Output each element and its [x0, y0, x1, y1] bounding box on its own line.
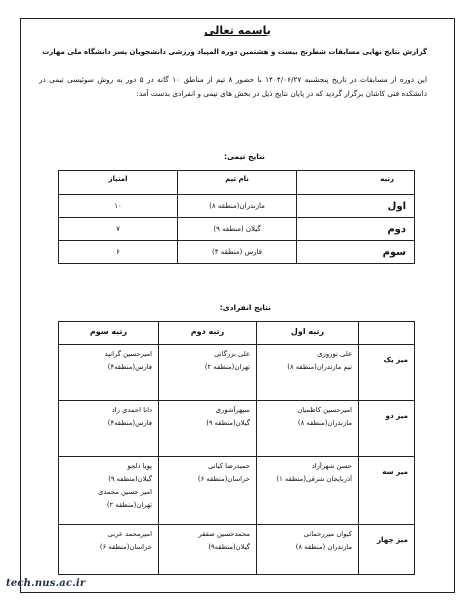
second-place-cell — [159, 345, 257, 401]
third-place-cell — [59, 457, 159, 525]
player-name: محمدحسین صفقر — [198, 530, 250, 538]
table-row — [59, 401, 415, 457]
individual-header-board — [359, 322, 415, 345]
third-place-cell — [59, 401, 159, 457]
table-row — [59, 345, 415, 401]
player-team: مازندران(منطقه ۸) — [297, 419, 352, 427]
team-table-header-row — [59, 171, 415, 195]
player-name: کیوان میررحمانی — [303, 530, 352, 538]
player-name: علی بزرگانی — [214, 350, 250, 358]
table-row — [59, 457, 415, 525]
individual-results-heading: نتایج انفرادی: — [219, 303, 271, 312]
individual-results-table — [58, 321, 415, 575]
team-points: ۷ — [59, 218, 178, 241]
team-name: فارس (منطقه ۴) — [178, 241, 297, 264]
site-watermark-logo: tech.nus.ac.ir — [6, 578, 86, 589]
player-name: پویا دلجو — [127, 462, 152, 470]
table-row — [59, 195, 415, 218]
second-place-cell — [159, 525, 257, 575]
team-header-rank: رتبه — [297, 171, 415, 195]
report-title: گزارش نتایج نهایی مسابقات شطرنج بیست و هشتمین دوره المپیاد ورزشی دانشجویان پسر دانشگاه ملی مهارت — [42, 48, 427, 56]
team-name: مازندران(منطقه ۸) — [178, 195, 297, 218]
first-place-cell — [257, 525, 359, 575]
letter-title: باسمه تعالی — [204, 24, 271, 37]
table-row — [59, 218, 415, 241]
player-name: امیرحسین کاظمیان — [297, 406, 352, 414]
player-team: تیم مازندران(منطقه ۸) — [287, 363, 352, 371]
player-name: امیرمحمد عربی — [107, 530, 152, 538]
team-rank: سوم — [297, 241, 415, 264]
team-points: ۱۰ — [59, 195, 178, 218]
player-team: خراسان(منطقه ۶) — [99, 543, 152, 551]
player-team: مازندران (منطقه ۸) — [295, 543, 352, 551]
player-name: دانا احمدی راد — [111, 406, 152, 414]
board-label: میز یک — [359, 345, 415, 401]
team-results-table — [58, 170, 415, 264]
player-name: امیرحسین گرانپد — [104, 350, 152, 358]
table-row — [59, 525, 415, 575]
second-place-cell — [159, 401, 257, 457]
intro-paragraph: این دوره از مسابقات در تاریخ پنجشنبه ۱۴۰۴/۰۶/۲۷ با حضور ۸ تیم از مناطق ۱۰ گانه در ۵ دور به روش سوئیسی تیمی در دانشکده فنی کاشان برگزار گردید که در پایان نتایج ذیل در بخش های تیمی و انفرادی بدست آمد: — [39, 75, 427, 98]
player-team: فارس(منطقه۴) — [107, 363, 152, 371]
team-results-heading: نتایج تیمی: — [223, 152, 265, 161]
team-rank: اول — [297, 195, 415, 218]
player-team: فارس(منطقه۴) — [107, 419, 152, 427]
player-name: حسن شهرآزاد — [311, 462, 352, 470]
player-name: سپهرآشوری — [215, 406, 250, 414]
board-label: میز دو — [359, 401, 415, 457]
board-label: میز چهار — [359, 525, 415, 575]
player-team: خراسان(منطقه ۶) — [197, 475, 250, 483]
player-team: تهران(منطقه ۲) — [106, 501, 152, 509]
second-place-cell — [159, 457, 257, 525]
player-name: علی نوروزی — [317, 350, 352, 358]
team-points: ۶ — [59, 241, 178, 264]
third-place-cell — [59, 345, 159, 401]
player-team: آذربایجان شرقی(منطقه ۱) — [276, 475, 352, 483]
individual-table-header-row — [59, 322, 415, 345]
team-name: گیلان (منطقه ۹) — [178, 218, 297, 241]
player-name: حمیدرضا کیانی — [208, 462, 250, 470]
first-place-cell — [257, 345, 359, 401]
player-team: گیلان(منطقه ۹) — [206, 419, 250, 427]
team-header-name: نام تیم — [178, 171, 297, 195]
player-name: امیر حسین محمدی — [98, 488, 152, 496]
individual-header-second: رتبه دوم — [159, 322, 257, 345]
board-label: میز سه — [359, 457, 415, 525]
player-team: گیلان(منطقه۹) — [208, 543, 250, 551]
team-header-points: امتیاز — [59, 171, 178, 195]
first-place-cell — [257, 457, 359, 525]
table-row — [59, 241, 415, 264]
player-team: گیلان(منطقه ۹) — [108, 475, 152, 483]
team-rank: دوم — [297, 218, 415, 241]
third-place-cell — [59, 525, 159, 575]
first-place-cell — [257, 401, 359, 457]
individual-header-first: رتبه اول — [257, 322, 359, 345]
player-team: تهران(منطقه ۲) — [204, 363, 250, 371]
individual-header-third: رتبه سوم — [59, 322, 159, 345]
